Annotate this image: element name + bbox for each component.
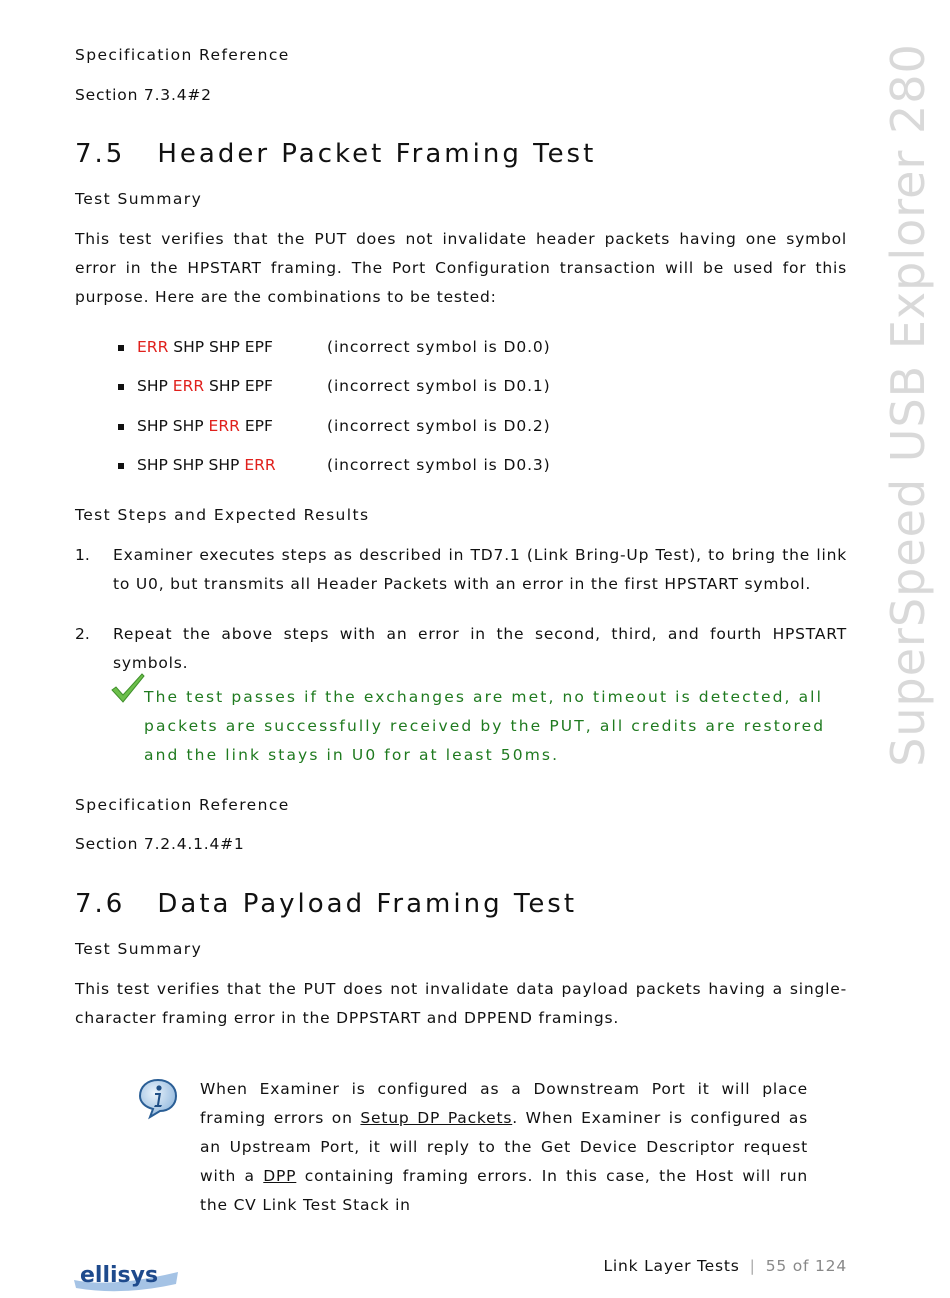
spec-ref-value: Section 7.2.4.1.4#1: [75, 835, 245, 853]
test-summary-label: Test Summary: [75, 940, 203, 958]
footer-separator: |: [749, 1257, 756, 1275]
combination-symbols: SHP SHP SHP ERR: [137, 456, 276, 474]
test-summary-text: This test verifies that the PUT does not invalidate header packets having one symbol error in the HPSTART framing. The Port Configuration transaction will be used for this purpose. Here are the combinations to be tested:: [75, 230, 847, 306]
combination-description: (incorrect symbol is D0.1): [327, 377, 551, 395]
section-heading-7-5: [75, 139, 596, 169]
step-number: 2.: [75, 625, 90, 643]
info-note-text: When Examiner is configured as a Downstream Port it will place framing errors on Setup DP Packets. When Examiner is configured as an Upstream Port, it will reply to the Get Device Descriptor request with a DPP containing framing errors. In this case, the Host will run the CV Link Test Stack in: [200, 1080, 809, 1214]
section-title: Data Payload Framing Test: [157, 889, 578, 919]
combination-symbols: ERR SHP SHP EPF: [137, 338, 273, 356]
section-heading-7-6: [75, 889, 577, 919]
bullet-icon: [118, 424, 124, 430]
combination-description: (incorrect symbol is D0.0): [327, 338, 551, 356]
spec-ref-label: Specification Reference: [75, 796, 290, 814]
step-text: Examiner executes steps as described in TD7.1 (Link Bring-Up Test), to bring the link to U0, but transmits all Header Packets with an error in the first HPSTART symbol.: [113, 546, 847, 593]
watermark-product-name: SuperSpeed USB Explorer 280: [881, 43, 935, 767]
svg-text:ellisys: ellisys: [80, 1263, 159, 1288]
checkmark-icon: [110, 672, 146, 704]
spec-ref-label: Specification Reference: [75, 46, 290, 64]
dpp-link[interactable]: DPP: [263, 1167, 297, 1185]
step-text: Repeat the above steps with an error in the second, third, and fourth HPSTART symbols.: [113, 625, 847, 672]
combination-description: (incorrect symbol is D0.2): [327, 417, 551, 435]
ellisys-logo: [72, 1258, 180, 1292]
section-title: Header Packet Framing Test: [157, 139, 597, 169]
section-number: 7.6: [75, 889, 126, 919]
bullet-icon: [118, 463, 124, 469]
page-number: 55 of 124: [765, 1257, 847, 1275]
spec-ref-value: Section 7.3.4#2: [75, 86, 212, 104]
page-footer: [603, 1257, 847, 1275]
footer-chapter: Link Layer Tests: [603, 1257, 740, 1275]
section-number: 7.5: [75, 139, 126, 169]
test-summary-text: This test verifies that the PUT does not invalidate data payload packets having a single-character framing error in the DPPSTART and DPPEND framings.: [75, 980, 847, 1027]
test-steps-label: Test Steps and Expected Results: [75, 506, 370, 524]
setup-dp-packets-link[interactable]: Setup DP Packets: [360, 1109, 513, 1127]
bullet-icon: [118, 384, 124, 390]
pass-criteria-text: The test passes if the exchanges are met, no timeout is detected, all packets are successfully received by the PUT, all credits are restored and the link stays in U0 for at least 50ms.: [144, 688, 826, 764]
combination-description: (incorrect symbol is D0.3): [327, 456, 551, 474]
combination-symbols: SHP ERR SHP EPF: [137, 377, 273, 395]
combination-symbols: SHP SHP ERR EPF: [137, 417, 273, 435]
test-summary-label: Test Summary: [75, 190, 203, 208]
info-icon: [136, 1076, 180, 1120]
bullet-icon: [118, 345, 124, 351]
step-number: 1.: [75, 546, 90, 564]
